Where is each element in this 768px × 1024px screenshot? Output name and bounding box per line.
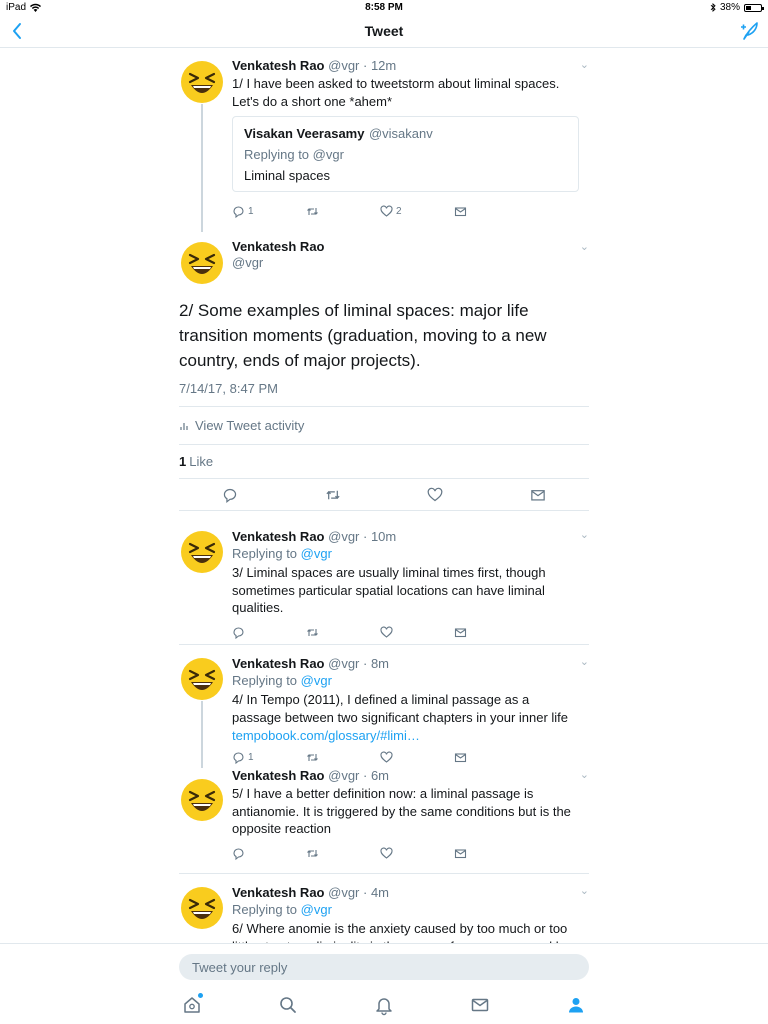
like-count: 2: [396, 205, 402, 217]
status-time: 8:58 PM: [365, 2, 403, 13]
author-handle[interactable]: @vgr: [328, 656, 360, 671]
tweet-text: 4/ In Tempo (2011), I defined a liminal passage as a passage between two significant chapters in your inner life: [232, 692, 569, 725]
tab-bar: [0, 983, 768, 1024]
avatar[interactable]: [181, 531, 223, 573]
focused-tweet[interactable]: [179, 232, 589, 518]
conversation-timeline[interactable]: [179, 48, 589, 943]
heart-icon: [427, 487, 443, 503]
tweet-text: 5/ I have a better definition now: a liminal passage is antianomie. It is triggered by the same conditions but is the opposite reaction: [232, 786, 571, 836]
like-button[interactable]: [427, 487, 443, 503]
tweet-time: 8m: [370, 656, 390, 671]
laughing-emoji-avatar-icon: [181, 779, 223, 821]
messages-icon: [470, 995, 490, 1015]
navigation-bar: [0, 16, 768, 48]
tweet-item[interactable]: ⌄ Venkatesh Rao @vgr · 12m 1/ I have been asked to tweetstorm about liminal spaces. Let's do a short one *ahem* Visakan Veerasamy @visakanv Replying to @vgr Liminal spaces 1 2: [179, 48, 589, 232]
direct-message-button[interactable]: [454, 751, 528, 764]
like-button[interactable]: [380, 847, 454, 860]
view-tweet-activity-link[interactable]: [179, 407, 589, 445]
author-name[interactable]: Venkatesh Rao: [232, 656, 325, 671]
quoted-tweet-text: Liminal spaces: [244, 168, 330, 183]
tweet-text: 6/ Where anomie is the anxiety caused by too much or too: [232, 921, 568, 936]
direct-message-button[interactable]: [454, 626, 528, 639]
direct-message-button[interactable]: [454, 847, 528, 860]
author-handle[interactable]: @vgr: [328, 768, 360, 783]
compose-tweet-button[interactable]: [738, 20, 760, 42]
reply-count: 1: [248, 205, 254, 217]
retweet-icon: [306, 847, 319, 860]
bluetooth-icon: [710, 3, 716, 12]
heart-icon: [380, 847, 393, 860]
reply-count: 1: [248, 752, 254, 763]
status-bar: [0, 0, 768, 16]
tweet-item[interactable]: ⌄ Venkatesh Rao @vgr · 8m Replying to @vgr 4/ In Tempo (2011), I defined a liminal passage as a passage between two significant chapters in your inner life tempobook.com/glossary/#limi… 1: [179, 645, 589, 768]
direct-message-button[interactable]: [530, 487, 546, 503]
direct-message-button[interactable]: [454, 205, 528, 218]
reply-button[interactable]: [222, 487, 238, 503]
tweet-text: 1/ I have been asked to tweetstorm about liminal spaces. Let's do a short one *ahem*: [232, 76, 560, 109]
envelope-icon: [530, 487, 546, 503]
quoted-author-handle: @visakanv: [368, 126, 433, 141]
laughing-emoji-avatar-icon: [181, 242, 223, 284]
replying-to-label: Replying to: [232, 673, 298, 688]
tab-home[interactable]: [182, 995, 202, 1015]
laughing-emoji-avatar-icon: [181, 658, 223, 700]
reply-composer: [0, 943, 768, 983]
avatar[interactable]: [181, 658, 223, 700]
tweet-time: 12m: [370, 58, 397, 73]
replying-to-handle[interactable]: @vgr: [300, 546, 332, 561]
tweet-timestamp: 7/14/17, 8:47 PM: [179, 381, 589, 407]
likes-label: Like: [189, 454, 214, 469]
author-handle[interactable]: @vgr: [328, 529, 360, 544]
tab-notifications[interactable]: [374, 995, 394, 1015]
envelope-icon: [454, 847, 467, 860]
replying-to-handle[interactable]: @vgr: [300, 673, 332, 688]
reply-input[interactable]: Tweet your reply: [179, 954, 589, 980]
tweet-text: 2/ Some examples of liminal spaces: major life transition moments (graduation, moving to a new country, ends of major projects).: [179, 301, 547, 370]
quoted-author-name: Visakan Veerasamy: [244, 126, 365, 141]
bar-chart-icon: [179, 421, 189, 431]
author-name[interactable]: Venkatesh Rao: [232, 885, 325, 900]
page-title: Tweet: [364, 23, 404, 39]
tweet-item[interactable]: ⌄ Venkatesh Rao @vgr · 6m 5/ I have a better definition now: a liminal passage is antianomie. It is triggered by the same conditions but is the opposite reaction: [179, 768, 589, 874]
author-handle[interactable]: @vgr: [328, 885, 360, 900]
reply-button[interactable]: [232, 751, 306, 764]
chevron-down-icon[interactable]: ⌄: [579, 885, 589, 897]
author-handle[interactable]: @vgr: [232, 255, 264, 270]
retweet-button[interactable]: [306, 751, 380, 764]
thread-line: [201, 701, 203, 768]
author-name[interactable]: Venkatesh Rao: [232, 58, 325, 73]
heart-icon: [380, 626, 393, 639]
chevron-down-icon[interactable]: ⌄: [579, 241, 589, 253]
like-button[interactable]: [380, 205, 454, 218]
chevron-down-icon[interactable]: ⌄: [579, 656, 589, 668]
tweet-actions: [232, 204, 579, 218]
notifications-icon: [374, 995, 394, 1015]
laughing-emoji-avatar-icon: [181, 61, 223, 103]
tab-profile[interactable]: [566, 995, 586, 1015]
new-content-indicator: [198, 993, 203, 998]
envelope-icon: [454, 205, 467, 218]
reply-button[interactable]: [232, 205, 306, 218]
envelope-icon: [454, 626, 467, 639]
envelope-icon: [454, 751, 467, 764]
reply-icon: [232, 626, 245, 639]
profile-icon: [566, 995, 586, 1015]
retweet-button[interactable]: [306, 626, 380, 639]
replying-to: [232, 545, 579, 563]
tab-search[interactable]: [278, 995, 298, 1015]
reply-button[interactable]: [232, 626, 306, 639]
tweet-time: 4m: [370, 885, 390, 900]
likes-summary[interactable]: [179, 445, 589, 479]
tweet-link[interactable]: tempobook.com/glossary/#limi…: [232, 728, 420, 743]
retweet-button[interactable]: [306, 847, 380, 860]
author-name[interactable]: Venkatesh Rao: [232, 768, 325, 783]
retweet-icon: [306, 205, 319, 218]
laughing-emoji-avatar-icon: [181, 531, 223, 573]
reply-icon: [232, 205, 245, 218]
tweet-actions: [232, 626, 579, 640]
reply-button[interactable]: [232, 847, 306, 860]
device-name: iPad: [6, 2, 27, 13]
retweet-button[interactable]: [325, 487, 341, 503]
avatar[interactable]: [181, 887, 223, 929]
laughing-emoji-avatar-icon: [181, 887, 223, 929]
search-icon: [278, 995, 298, 1015]
replying-to: [232, 672, 579, 690]
reply-icon: [222, 487, 238, 503]
heart-icon: [380, 751, 393, 764]
chevron-down-icon[interactable]: ⌄: [579, 59, 589, 71]
like-button[interactable]: [380, 626, 454, 639]
retweet-icon: [325, 487, 341, 503]
retweet-icon: [306, 626, 319, 639]
home-icon: [182, 995, 202, 1015]
focused-tweet-actions: [179, 479, 589, 511]
tab-messages[interactable]: [470, 995, 490, 1015]
reply-icon: [232, 847, 245, 860]
heart-icon: [380, 205, 393, 218]
battery-percent: 38%: [719, 2, 740, 13]
likes-count: 1: [179, 454, 187, 469]
author-name[interactable]: Venkatesh Rao: [232, 239, 325, 254]
battery-icon: [744, 4, 762, 12]
quoted-tweet[interactable]: [232, 116, 579, 192]
tweet-item[interactable]: ⌄ Venkatesh Rao @vgr · 10m Replying to @vgr 3/ Liminal spaces are usually liminal times first, though sometimes particular spatial locations can have liminal qualities.: [179, 518, 589, 645]
tweet-time: 6m: [370, 768, 390, 783]
retweet-button[interactable]: [306, 205, 380, 218]
thread-line: [201, 104, 203, 232]
tweet-text: 3/ Liminal spaces are usually liminal times first, though sometimes particular spatial locations can have liminal qualities.: [232, 565, 546, 615]
reply-icon: [232, 751, 245, 764]
tweet-actions: [232, 751, 579, 765]
author-handle[interactable]: @vgr: [328, 58, 360, 73]
tweet-time: 10m: [370, 529, 397, 544]
quoted-replying-to: Replying to @vgr: [244, 147, 344, 162]
avatar[interactable]: [181, 242, 223, 284]
view-tweet-activity-label: View Tweet activity: [195, 418, 305, 433]
replying-to-label: Replying to: [232, 546, 298, 561]
replying-to-label: Replying to: [232, 902, 298, 917]
author-name[interactable]: Venkatesh Rao: [232, 529, 325, 544]
avatar[interactable]: [181, 61, 223, 103]
battery-level: [746, 6, 751, 10]
replying-to: [232, 901, 579, 919]
tweet-actions: [232, 847, 579, 861]
replying-to-handle[interactable]: @vgr: [300, 902, 332, 917]
chevron-down-icon[interactable]: ⌄: [579, 769, 589, 781]
tweet-item[interactable]: ⌄ Venkatesh Rao @vgr · 4m Replying to @vgr 6/ Where anomie is the anxiety caused by too much or too: [179, 874, 589, 994]
compose-tweet-icon: [738, 20, 760, 42]
like-button[interactable]: [380, 751, 454, 764]
avatar[interactable]: [181, 779, 223, 821]
chevron-down-icon[interactable]: ⌄: [579, 529, 589, 541]
retweet-icon: [306, 751, 319, 764]
